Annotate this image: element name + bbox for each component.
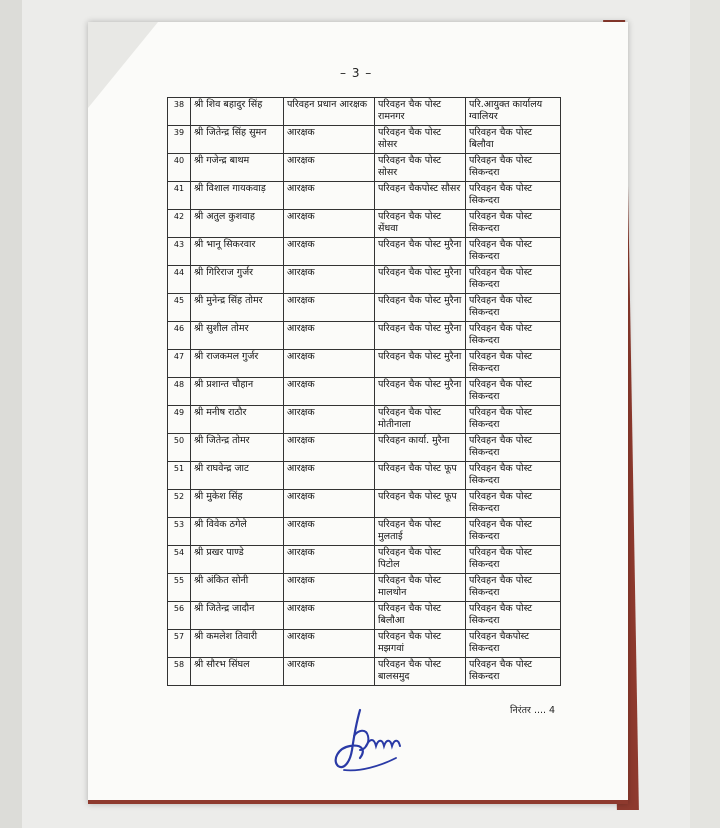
to-location-cell: परिवहन चैक पोस्ट सिकन्दरा [466, 434, 561, 462]
table-row [168, 434, 561, 462]
to-location-cell: परिवहन चैक पोस्ट सिकन्दरा [466, 294, 561, 322]
designation-cell: आरक्षक [284, 546, 375, 574]
name-cell: श्री राजकमल गुर्जर [191, 350, 284, 378]
designation-cell: आरक्षक [284, 378, 375, 406]
name-cell: श्री सुशील तोमर [191, 322, 284, 350]
to-location-cell: परि.आयुक्त कार्यालय ग्वालियर [466, 98, 561, 126]
from-location-cell: परिवहन चैक पोस्ट मोतीनाला [375, 406, 466, 434]
serial-number-cell: 41 [168, 182, 191, 210]
from-location-cell: परिवहन चैक पोस्ट मुलताई [375, 518, 466, 546]
table-row [168, 406, 561, 434]
serial-number-cell: 53 [168, 518, 191, 546]
continued-note: निरंतर .... 4 [510, 705, 556, 716]
from-location-cell: परिवहन चैकपोस्ट सौसर [375, 182, 466, 210]
table-row [168, 322, 561, 350]
from-location-cell: परिवहन चैक पोस्ट मझगवां [375, 630, 466, 658]
designation-cell: आरक्षक [284, 462, 375, 490]
designation-cell: आरक्षक [284, 434, 375, 462]
table-row [168, 518, 561, 546]
name-cell: श्री जितेन्द्र तोमर [191, 434, 284, 462]
from-location-cell: परिवहन चैक पोस्ट सोसर [375, 154, 466, 182]
name-cell: श्री मनीष राठौर [191, 406, 284, 434]
designation-cell: आरक्षक [284, 182, 375, 210]
from-location-cell: परिवहन चैक पोस्ट फूप [375, 462, 466, 490]
to-location-cell: परिवहन चैक पोस्ट सिकन्दरा [466, 154, 561, 182]
name-cell: श्री जितेन्द्र सिंह सुमन [191, 126, 284, 154]
name-cell: श्री अतुल कुशवाह [191, 210, 284, 238]
from-location-cell: परिवहन चैक पोस्ट मालथोन [375, 574, 466, 602]
to-location-cell: परिवहन चैक पोस्ट सिकन्दरा [466, 574, 561, 602]
name-cell: श्री भानू सिकरवार [191, 238, 284, 266]
to-location-cell: परिवहन चैक पोस्ट सिकन्दरा [466, 490, 561, 518]
serial-number-cell: 42 [168, 210, 191, 238]
serial-number-cell: 48 [168, 378, 191, 406]
serial-number-cell: 39 [168, 126, 191, 154]
serial-number-cell: 49 [168, 406, 191, 434]
from-location-cell: परिवहन चैक पोस्ट पिटोल [375, 546, 466, 574]
to-location-cell: परिवहन चैक पोस्ट सिकन्दरा [466, 266, 561, 294]
to-location-cell: परिवहन चैक पोस्ट सिकन्दरा [466, 518, 561, 546]
designation-cell: आरक्षक [284, 630, 375, 658]
table-row [168, 378, 561, 406]
from-location-cell: परिवहन चैक पोस्ट रामनगर [375, 98, 466, 126]
designation-cell: आरक्षक [284, 294, 375, 322]
name-cell: श्री विवेक ठगेले [191, 518, 284, 546]
background-right [690, 0, 720, 828]
desk-edge-bottom [88, 800, 628, 804]
serial-number-cell: 50 [168, 434, 191, 462]
from-location-cell: परिवहन चैक पोस्ट सेंधवा [375, 210, 466, 238]
to-location-cell: परिवहन चैक पोस्ट सिकन्दरा [466, 602, 561, 630]
name-cell: श्री जितेन्द्र जादौन [191, 602, 284, 630]
serial-number-cell: 51 [168, 462, 191, 490]
serial-number-cell: 55 [168, 574, 191, 602]
to-location-cell: परिवहन चैक पोस्ट सिकन्दरा [466, 462, 561, 490]
designation-cell: परिवहन प्रधान आरक्षक [284, 98, 375, 126]
table-row [168, 126, 561, 154]
from-location-cell: परिवहन चैक पोस्ट मुरैना [375, 378, 466, 406]
table-row [168, 294, 561, 322]
serial-number-cell: 54 [168, 546, 191, 574]
designation-cell: आरक्षक [284, 126, 375, 154]
designation-cell: आरक्षक [284, 210, 375, 238]
name-cell: श्री अंकित सोनी [191, 574, 284, 602]
to-location-cell: परिवहन चैकपोस्ट सिकन्दरा [466, 630, 561, 658]
name-cell: श्री राघवेन्द्र जाट [191, 462, 284, 490]
designation-cell: आरक्षक [284, 518, 375, 546]
designation-cell: आरक्षक [284, 574, 375, 602]
background-left [0, 0, 22, 828]
name-cell: श्री विशाल गायकवाड़ [191, 182, 284, 210]
name-cell: श्री शिव बहादुर सिंह [191, 98, 284, 126]
from-location-cell: परिवहन चैक पोस्ट सोसर [375, 126, 466, 154]
designation-cell: आरक्षक [284, 238, 375, 266]
name-cell: श्री प्रखर पाण्डे [191, 546, 284, 574]
table-row [168, 154, 561, 182]
name-cell: श्री मुनेन्द्र सिंह तोमर [191, 294, 284, 322]
to-location-cell: परिवहन चैक पोस्ट सिकन्दरा [466, 350, 561, 378]
designation-cell: आरक्षक [284, 406, 375, 434]
from-location-cell: परिवहन चैक पोस्ट मुरैना [375, 294, 466, 322]
table-row [168, 462, 561, 490]
table-row [168, 602, 561, 630]
serial-number-cell: 40 [168, 154, 191, 182]
from-location-cell: परिवहन चैक पोस्ट फूप [375, 490, 466, 518]
from-location-cell: परिवहन चैक पोस्ट बालसमुद [375, 658, 466, 686]
to-location-cell: परिवहन चैक पोस्ट सिकन्दरा [466, 210, 561, 238]
serial-number-cell: 52 [168, 490, 191, 518]
serial-number-cell: 43 [168, 238, 191, 266]
designation-cell: आरक्षक [284, 350, 375, 378]
transfer-table [167, 97, 561, 686]
to-location-cell: परिवहन चैक पोस्ट सिकन्दरा [466, 322, 561, 350]
from-location-cell: परिवहन कार्या. मुरैना [375, 434, 466, 462]
from-location-cell: परिवहन चैक पोस्ट मुरैना [375, 266, 466, 294]
from-location-cell: परिवहन चैक पोस्ट मुरैना [375, 350, 466, 378]
table-row [168, 546, 561, 574]
table-row [168, 574, 561, 602]
serial-number-cell: 57 [168, 630, 191, 658]
name-cell: श्री गजेन्द्र बाथम [191, 154, 284, 182]
transfer-table-body [168, 98, 561, 686]
table-row [168, 98, 561, 126]
to-location-cell: परिवहन चैक पोस्ट बिलौवा [466, 126, 561, 154]
name-cell: श्री कमलेश तिवारी [191, 630, 284, 658]
from-location-cell: परिवहन चैक पोस्ट बिलौआ [375, 602, 466, 630]
serial-number-cell: 45 [168, 294, 191, 322]
from-location-cell: परिवहन चैक पोस्ट मुरैना [375, 238, 466, 266]
to-location-cell: परिवहन चैक पोस्ट सिकन्दरा [466, 182, 561, 210]
name-cell: श्री सौरभ सिंघल [191, 658, 284, 686]
designation-cell: आरक्षक [284, 266, 375, 294]
name-cell: श्री मुकेश सिंह [191, 490, 284, 518]
table-row [168, 238, 561, 266]
table-row [168, 350, 561, 378]
page-number: – 3 – [340, 66, 373, 80]
serial-number-cell: 56 [168, 602, 191, 630]
designation-cell: आरक्षक [284, 490, 375, 518]
serial-number-cell: 58 [168, 658, 191, 686]
to-location-cell: परिवहन चैक पोस्ट सिकन्दरा [466, 378, 561, 406]
table-row [168, 210, 561, 238]
designation-cell: आरक्षक [284, 322, 375, 350]
table-row [168, 490, 561, 518]
to-location-cell: परिवहन चैक पोस्ट सिकन्दरा [466, 238, 561, 266]
from-location-cell: परिवहन चैक पोस्ट मुरैना [375, 322, 466, 350]
serial-number-cell: 44 [168, 266, 191, 294]
page-fold-corner [88, 22, 158, 108]
signature [330, 706, 420, 780]
table-row [168, 266, 561, 294]
designation-cell: आरक्षक [284, 658, 375, 686]
to-location-cell: परिवहन चैक पोस्ट सिकन्दरा [466, 546, 561, 574]
serial-number-cell: 38 [168, 98, 191, 126]
serial-number-cell: 47 [168, 350, 191, 378]
serial-number-cell: 46 [168, 322, 191, 350]
table-row [168, 182, 561, 210]
name-cell: श्री गिरिराज गुर्जर [191, 266, 284, 294]
to-location-cell: परिवहन चैक पोस्ट सिकन्दरा [466, 406, 561, 434]
designation-cell: आरक्षक [284, 602, 375, 630]
to-location-cell: परिवहन चैक पोस्ट सिकन्दरा [466, 658, 561, 686]
table-row [168, 630, 561, 658]
designation-cell: आरक्षक [284, 154, 375, 182]
table-row [168, 658, 561, 686]
name-cell: श्री प्रशान्त चौहान [191, 378, 284, 406]
